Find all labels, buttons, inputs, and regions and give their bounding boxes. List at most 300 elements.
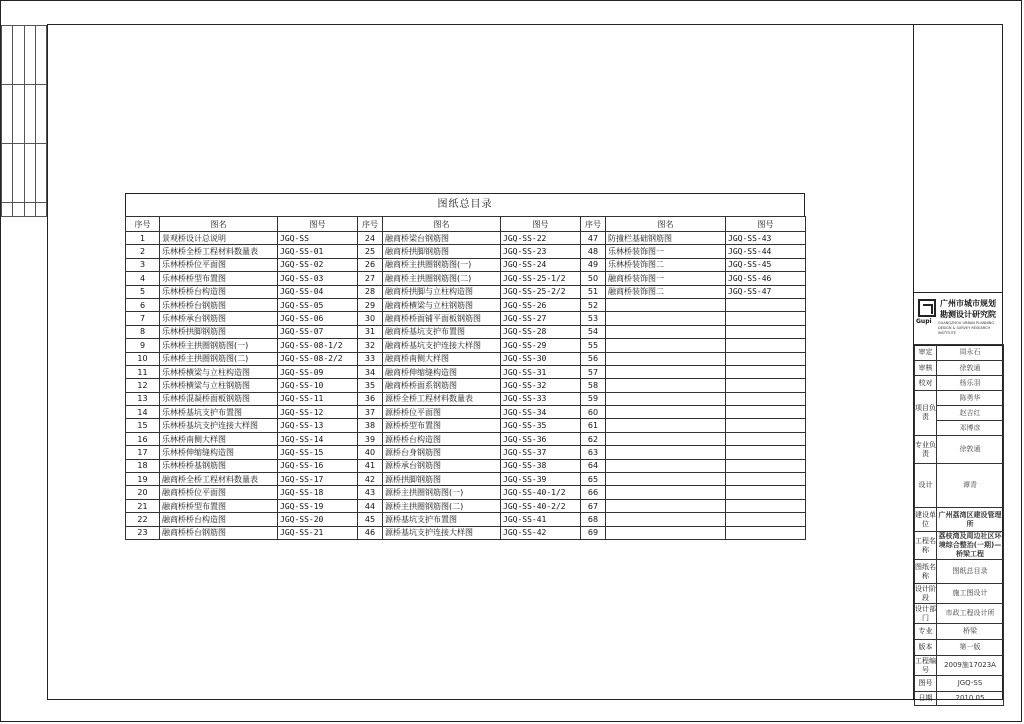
table-row [126,379,806,392]
project-value: 荔枝湾及周边社区环境综合整治(一期)—桥梁工程 [938,532,1002,558]
drawing-title: 乐林桥承台钢筋图 [160,312,278,325]
drawing-code: JGQ-SS-42 [501,526,581,539]
strip-cell [24,203,35,217]
row-number: 21 [126,499,160,512]
drawing-title: 融商桥桥型布置图 [160,499,278,512]
drawing-title [606,459,726,472]
drawing-code [726,365,806,378]
drawing-title: 融商桥基坑支护布置图 [383,325,501,338]
drawing-code: JGQ-SS-12 [278,406,358,419]
col-header: 图名 [606,217,726,232]
drawing-code: JGQ-SS-20 [278,513,358,526]
row-number: 3 [126,258,160,271]
row-number: 67 [581,499,606,512]
pm-signature-1: 陈勇华 [937,391,1004,406]
strip-cell [2,144,13,203]
drawing-code: JGQ-SS-25-1/2 [501,272,581,285]
drawing-title: 乐林桥基坑支护布置图 [160,406,278,419]
title-block-table [914,344,1004,706]
drawing-title: 源桥基坑支护布置图 [383,513,501,526]
drawing-title [606,298,726,311]
drawing-title [606,379,726,392]
drawing-code [726,312,806,325]
strip-cell [35,26,46,85]
row-number: 4 [126,272,160,285]
drawing-title: 融商桥主拱圈钢筋图(一) [383,258,501,271]
drawing-title: 乐林桥拱脚钢筋图 [160,325,278,338]
drawing-code: JGQ-SS-09 [278,365,358,378]
drawing-title: 乐林桥横梁与立柱钢筋图 [160,379,278,392]
row-number: 5 [126,285,160,298]
drawing-title: 乐林桥桥台构造图 [160,285,278,298]
drawing-code: JGQ-SS-17 [278,473,358,486]
drawing-title: 融商桥桥台钢筋图 [160,526,278,539]
drawing-title: 源桥承台钢筋图 [383,459,501,472]
row-number: 23 [126,526,160,539]
drawing-title [606,352,726,365]
table-row [126,312,806,325]
drawing-code: JGQ-SS-14 [278,432,358,445]
drawing-title [606,486,726,499]
project-manager-label: 项目负责 [915,391,937,436]
col-header: 序号 [358,217,383,232]
drawing-code [726,298,806,311]
index-title: 图纸总目录 [125,193,805,216]
version-value: 第一版 [937,640,1004,656]
drawing-code: JGQ-SS-24 [501,258,581,271]
drawing-title [606,392,726,405]
department-value: 市政工程设计所 [937,604,1004,624]
drawing-number-value: JGQ-SS [937,676,1004,692]
drawing-title [606,446,726,459]
drawing-code [726,432,806,445]
strip-cell [35,203,46,217]
left-signoff-strip [1,25,47,260]
table-row [126,513,806,526]
drawing-code: JGQ-SS-30 [501,352,581,365]
drawing-code [726,325,806,338]
drawing-title: 乐林桥装饰图二 [606,258,726,271]
drawing-code [726,339,806,352]
drawing-code [726,406,806,419]
drawing-title: 防撞栏基础钢筋图 [606,232,726,245]
col-header: 序号 [581,217,606,232]
strip-cell [13,26,24,85]
drawing-title: 源桥主拱圈钢筋图(一) [383,486,501,499]
table-row [126,459,806,472]
drawing-title [606,499,726,512]
strip-cell [13,203,24,217]
institute-english-name: GUANGZHOU URBAN PLANNING DESIGN & SURVEY RESEARCH INSTITUTE [938,321,995,335]
discipline-lead-signature: 徐敦通 [937,436,1004,464]
drawing-code: JGQ-SS-05 [278,298,358,311]
row-number: 64 [581,459,606,472]
row-number: 49 [581,258,606,271]
stage-value: 施工图设计 [937,584,1004,604]
date-label: 日期 [915,692,937,706]
strip-cell [24,144,35,203]
drawing-title [606,312,726,325]
row-number: 59 [581,392,606,405]
drawing-code: JGQ-SS-46 [726,272,806,285]
drawing-title: 乐林桥混凝桥面板钢筋图 [160,392,278,405]
table-row [126,473,806,486]
strip-cell [13,85,24,144]
row-number: 62 [581,432,606,445]
drawing-title: 源桥拱脚钢筋图 [383,473,501,486]
drawing-code: JGQ-SS-11 [278,392,358,405]
drawing-code: JGQ-SS-45 [726,258,806,271]
row-number: 25 [358,245,383,258]
drawing-code: JGQ-SS-18 [278,486,358,499]
row-number: 40 [358,446,383,459]
row-number: 29 [358,298,383,311]
drawing-code: JGQ-SS-34 [501,406,581,419]
col-header: 图号 [726,217,806,232]
pm-signature-2: 赵吉红 [937,406,1004,421]
drawing-title: 乐林桥装饰图一 [606,245,726,258]
drawing-index [125,193,805,540]
row-number: 48 [581,245,606,258]
row-number: 41 [358,459,383,472]
check-signature: 徐敦通 [937,361,1004,376]
table-row [126,432,806,445]
drawing-title [606,365,726,378]
drawing-title [606,526,726,539]
row-number: 46 [358,526,383,539]
index-header-row [126,217,806,232]
drawing-code: JGQ-SS-04 [278,285,358,298]
row-number: 61 [581,419,606,432]
drawing-code: JGQ-SS-40-2/2 [501,499,581,512]
stage-label: 设计阶段 [915,584,936,602]
table-row [126,406,806,419]
drawing-code: JGQ-SS-13 [278,419,358,432]
row-number: 28 [358,285,383,298]
row-number: 45 [358,513,383,526]
drawing-code: JGQ-SS-36 [501,432,581,445]
table-row [126,499,806,512]
strip-cell [35,85,46,144]
institute-name: 广州市城市规划勘测设计研究院 [940,299,996,319]
row-number: 65 [581,473,606,486]
row-number: 68 [581,513,606,526]
drawing-title: 乐林桥桥基钢筋图 [160,459,278,472]
row-number: 52 [581,298,606,311]
drawing-code [726,526,806,539]
row-number: 20 [126,486,160,499]
row-number: 55 [581,339,606,352]
drawing-code: JGQ-SS-21 [278,526,358,539]
drawing-title: 乐林桥桥台钢筋图 [160,298,278,311]
strip-cell [13,144,24,203]
drawing-title: 源桥全桥工程材料数量表 [383,392,501,405]
table-row [126,245,806,258]
row-number: 60 [581,406,606,419]
drawing-title [606,325,726,338]
drawing-code: JGQ-SS-39 [501,473,581,486]
drawing-code: JGQ-SS-47 [726,285,806,298]
client-label: 建设单位 [915,508,937,532]
row-number: 7 [126,312,160,325]
index-table [125,216,806,540]
drawing-code: JGQ-SS-25-2/2 [501,285,581,298]
review-label: 审定 [915,345,937,361]
drawing-title: 景观桥设计总说明 [160,232,278,245]
table-row [126,339,806,352]
institute-logo-block [914,292,1003,346]
project-label: 工程名称 [915,532,937,560]
row-number: 10 [126,352,160,365]
drawing-title: 乐林桥桥型布置图 [160,272,278,285]
table-row [126,258,806,271]
drawing-title: 乐林桥桥位平面图 [160,258,278,271]
row-number: 43 [358,486,383,499]
row-number: 35 [358,379,383,392]
row-number: 30 [358,312,383,325]
drawing-code: JGQ-SS-08-2/2 [278,352,358,365]
row-number: 53 [581,312,606,325]
pm-signature-3: 邓博彦 [937,421,1004,436]
strip-cell [35,144,46,203]
drawing-code [726,513,806,526]
drawing-title [606,432,726,445]
date-value: 2010.05 [937,692,1004,706]
table-row [126,298,806,311]
drawing-title: 乐林桥横梁与立柱构造图 [160,365,278,378]
strip-cell [2,85,13,144]
major-value: 桥梁 [937,624,1004,640]
row-number: 14 [126,406,160,419]
row-number: 66 [581,486,606,499]
drawing-title: 融商桥横梁与立柱钢筋图 [383,298,501,311]
drawing-code [726,473,806,486]
row-number: 56 [581,352,606,365]
drawing-code [726,499,806,512]
col-header: 图名 [383,217,501,232]
drawing-code: JGQ-SS-23 [501,245,581,258]
drawing-title [606,406,726,419]
drawing-code: JGQ-SS-31 [501,365,581,378]
drawing-title: 融商桥装饰图一 [606,272,726,285]
row-number: 42 [358,473,383,486]
drawing-title: 融商桥基坑支护连接大样图 [383,339,501,352]
col-header: 序号 [126,217,160,232]
drawing-title: 源桥桥台构造图 [383,432,501,445]
row-number: 2 [126,245,160,258]
table-row [126,526,806,539]
design-label: 设计 [915,464,937,508]
drawing-title: 源桥桥位平面图 [383,406,501,419]
row-number: 16 [126,432,160,445]
version-label: 版本 [915,640,937,656]
drawing-title [606,473,726,486]
row-number: 44 [358,499,383,512]
row-number: 8 [126,325,160,338]
drawing-code: JGQ-SS-01 [278,245,358,258]
row-number: 22 [126,513,160,526]
drawing-code: JGQ-SS-28 [501,325,581,338]
row-number: 38 [358,419,383,432]
drawing-code: JGQ-SS-06 [278,312,358,325]
drawing-code: JGQ-SS-41 [501,513,581,526]
discipline-lead-label: 专业负责 [915,436,937,464]
drawing-code: JGQ-SS-07 [278,325,358,338]
proof-signature: 杨乐羽 [937,376,1004,391]
table-row [126,272,806,285]
client-value: 广州荔湾区建设管理所 [937,508,1004,532]
drawing-code: JGQ-SS-35 [501,419,581,432]
drawing-title: 融商桥伸缩缝构造图 [383,365,501,378]
table-row [126,325,806,338]
table-row [126,392,806,405]
drawing-code: JGQ-SS-02 [278,258,358,271]
drawing-code: JGQ-SS-29 [501,339,581,352]
row-number: 34 [358,365,383,378]
strip-cell [2,26,13,85]
proof-label: 校对 [915,376,937,391]
row-number: 39 [358,432,383,445]
drawing-code: JGQ-SS [278,232,358,245]
drawing-code [726,486,806,499]
drawing-code: JGQ-SS-44 [726,245,806,258]
row-number: 19 [126,473,160,486]
row-number: 17 [126,446,160,459]
row-number: 11 [126,365,160,378]
drawing-code: JGQ-SS-22 [501,232,581,245]
institute-abbr: Gupi [916,318,932,325]
row-number: 58 [581,379,606,392]
drawing-code [726,379,806,392]
table-row [126,352,806,365]
row-number: 12 [126,379,160,392]
row-number: 47 [581,232,606,245]
row-number: 69 [581,526,606,539]
drawing-title: 乐林桥南侧大样图 [160,432,278,445]
drawing-code [726,352,806,365]
drawing-code [726,419,806,432]
design-signature: 谭青 [937,464,1004,508]
drawing-title: 融商桥装饰图二 [606,285,726,298]
drawing-title [606,513,726,526]
drawing-code: JGQ-SS-43 [726,232,806,245]
drawing-title: 源桥台身钢筋图 [383,446,501,459]
drawing-title: 源桥桥型布置图 [383,419,501,432]
drawing-code: JGQ-SS-37 [501,446,581,459]
row-number: 32 [358,339,383,352]
row-number: 27 [358,272,383,285]
drawing-code: JGQ-SS-40-1/2 [501,486,581,499]
drawing-title: 融商桥桥台构造图 [160,513,278,526]
row-number: 63 [581,446,606,459]
strip-cell [2,203,13,217]
drawing-title: 乐林桥全桥工程材料数量表 [160,245,278,258]
drawing-title [606,339,726,352]
drawing-title: 融商桥拱脚钢筋图 [383,245,501,258]
review-signature: 周永石 [937,345,1004,361]
row-number: 50 [581,272,606,285]
table-row [126,232,806,245]
row-number: 37 [358,406,383,419]
strip-cell [24,85,35,144]
row-number: 1 [126,232,160,245]
table-row [126,285,806,298]
drawing-code: JGQ-SS-08-1/2 [278,339,358,352]
drawing-title: 融商桥桥面系钢筋图 [383,379,501,392]
drawing-title: 乐林桥伸缩缝构造图 [160,446,278,459]
drawing-number-label: 图号 [915,676,937,692]
drawing-title: 乐林桥基坑支护连接大样图 [160,419,278,432]
row-number: 24 [358,232,383,245]
drawing-code: JGQ-SS-26 [501,298,581,311]
drawing-code: JGQ-SS-03 [278,272,358,285]
table-row [126,446,806,459]
check-label: 审核 [915,361,937,376]
drawing-name-value: 图纸总目录 [937,560,1004,584]
drawing-code: JGQ-SS-15 [278,446,358,459]
col-header: 图号 [501,217,581,232]
drawing-title: 乐林桥主拱圈钢筋图(一) [160,339,278,352]
drawing-code [726,392,806,405]
col-header: 图名 [160,217,278,232]
drawing-code: JGQ-SS-10 [278,379,358,392]
row-number: 51 [581,285,606,298]
job-number-label: 工程编号 [915,656,936,674]
drawing-code: JGQ-SS-33 [501,392,581,405]
table-row [126,419,806,432]
drawing-title: 融商桥主拱圈钢筋图(二) [383,272,501,285]
drawing-title: 融商桥拱脚与立柱构造图 [383,285,501,298]
row-number: 26 [358,258,383,271]
drawing-name-label: 图纸名称 [915,560,937,584]
strip-cell [24,26,35,85]
row-number: 36 [358,392,383,405]
drawing-title: 乐林桥主拱圈钢筋图(二) [160,352,278,365]
drawing-title [606,419,726,432]
drawing-code: JGQ-SS-19 [278,499,358,512]
row-number: 13 [126,392,160,405]
col-header: 图号 [278,217,358,232]
row-number: 18 [126,459,160,472]
drawing-title: 源桥主拱圈钢筋图(二) [383,499,501,512]
drawing-title: 融商桥南侧大样图 [383,352,501,365]
row-number: 54 [581,325,606,338]
drawing-code: JGQ-SS-27 [501,312,581,325]
row-number: 33 [358,352,383,365]
drawing-code [726,446,806,459]
drawing-code: JGQ-SS-38 [501,459,581,472]
drawing-title: 融商桥桥位平面图 [160,486,278,499]
drawing-code: JGQ-SS-32 [501,379,581,392]
row-number: 9 [126,339,160,352]
row-number: 57 [581,365,606,378]
table-row [126,365,806,378]
row-number: 31 [358,325,383,338]
drawing-title: 融商桥全桥工程材料数量表 [160,473,278,486]
major-label: 专业 [915,624,937,640]
row-number: 6 [126,298,160,311]
drawing-title: 源桥基坑支护连接大样图 [383,526,501,539]
job-number-value: 2009施17023A [937,656,1004,676]
drawing-title: 融商桥桥面铺平面板钢筋图 [383,312,501,325]
row-number: 15 [126,419,160,432]
drawing-code [726,459,806,472]
table-row [126,486,806,499]
institute-logo-icon [918,299,936,317]
drawing-title: 融商桥梁台钢筋图 [383,232,501,245]
drawing-code: JGQ-SS-16 [278,459,358,472]
department-label: 设计部门 [915,604,936,622]
